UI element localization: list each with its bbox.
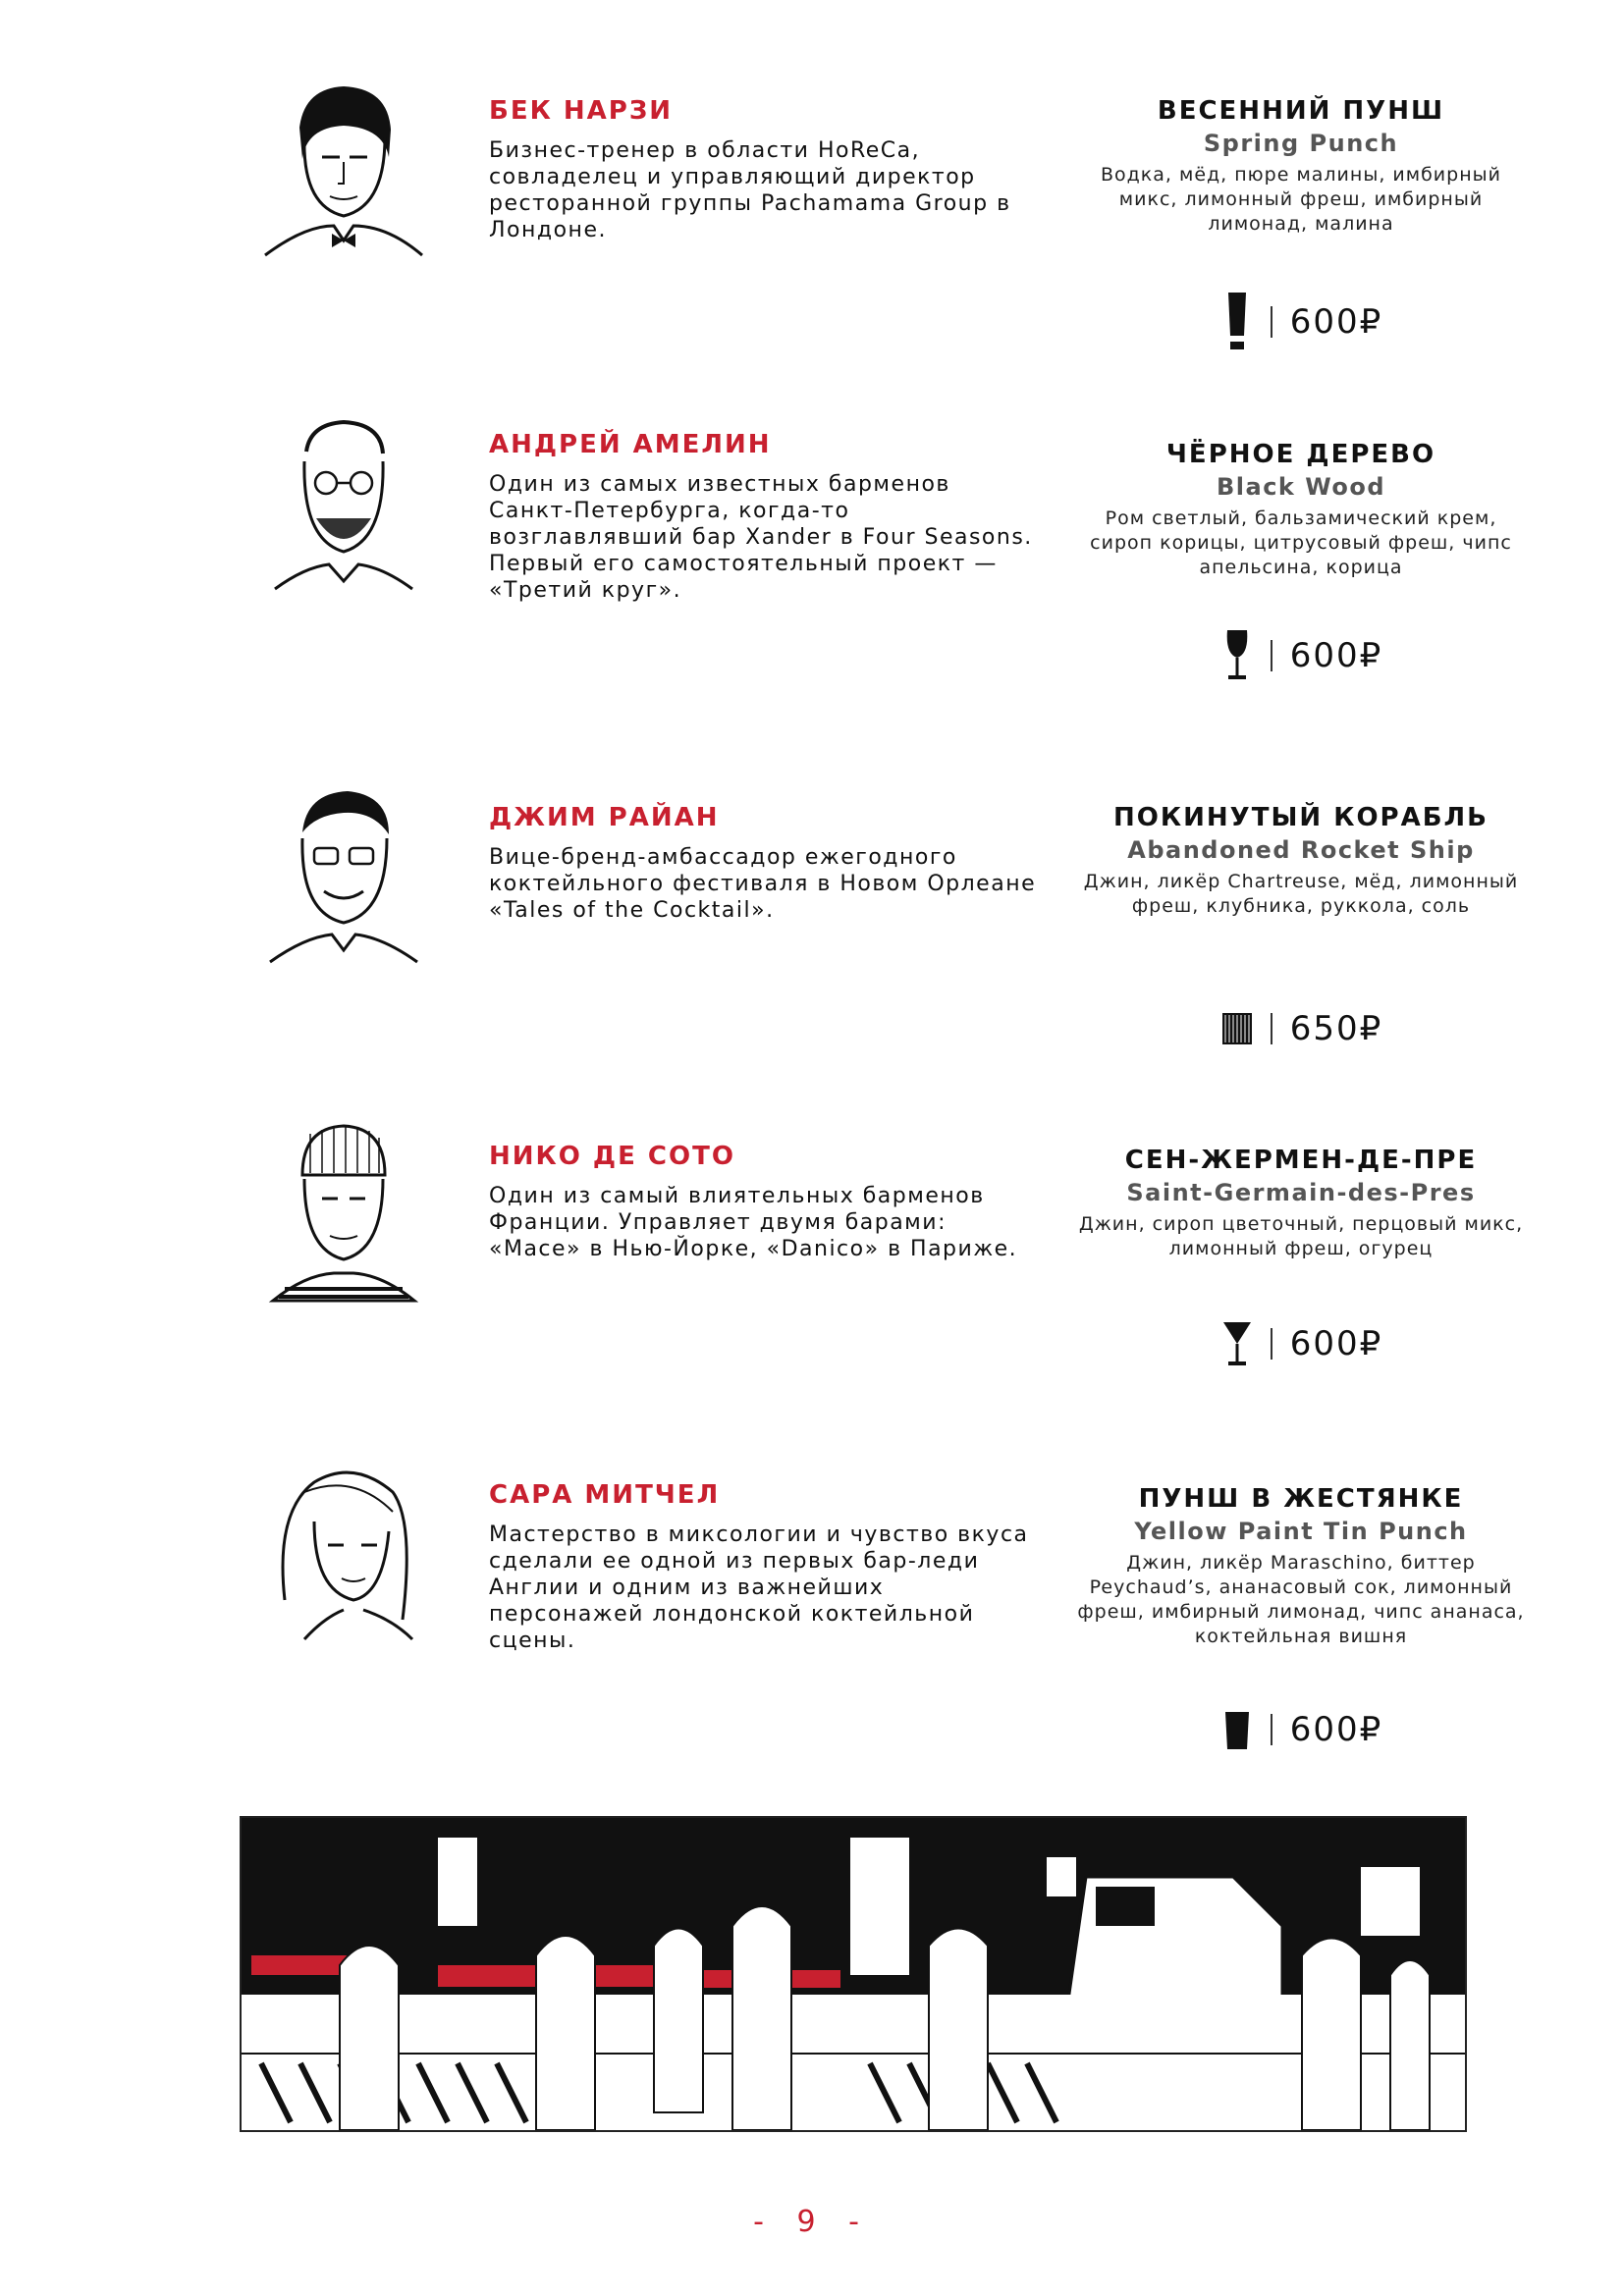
price-divider	[1271, 1328, 1272, 1360]
price-divider	[1271, 640, 1272, 671]
portrait-bek-narzi	[245, 69, 442, 265]
drink-name-ru: ЧЁРНОЕ ДЕРЕВО	[1165, 440, 1436, 469]
menu-entry	[0, 69, 1624, 363]
bartender-name: НИКО ДЕ СОТО	[489, 1142, 735, 1171]
portrait-sara-mitchel	[245, 1453, 442, 1649]
bartender-name: БЕК НАРЗИ	[489, 96, 674, 126]
drink-name-ru: ПОКИНУТЫЙ КОРАБЛЬ	[1113, 803, 1489, 832]
price-divider	[1271, 306, 1272, 338]
drink-name-en: Spring Punch	[1203, 130, 1399, 157]
bartender-bio: Один из самых известных барменов Санкт-Петербурга, когда-то возглавлявший бар Xander в Four Seasons. Первый его самостоятельный проект — «Третий круг».	[489, 472, 1033, 603]
rocks-glass-icon	[1219, 997, 1255, 1060]
highball-glass-icon	[1219, 291, 1255, 353]
drink-name-en: Black Wood	[1216, 473, 1386, 501]
menu-entry	[0, 775, 1624, 1070]
bartender-bio: Один из самый влиятельных барменов Франции. Управляет двумя барами: «Mace» в Нью-Йорке, «Danico» в Париже.	[489, 1184, 1018, 1261]
bartender-bio: Вице-бренд-амбассадор ежегодного коктейльного фестиваля в Новом Орлеане «Tales of the Cocktail».	[489, 845, 1037, 923]
menu-entry	[0, 1453, 1624, 1747]
drink-price: 650₽	[1289, 1009, 1383, 1048]
street-scene-illustration	[240, 1816, 1467, 2132]
menu-entry	[0, 1114, 1624, 1409]
drink-name-ru: ПУНШ В ЖЕСТЯНКЕ	[1138, 1484, 1464, 1514]
drink-name-ru: СЕН-ЖЕРМЕН-ДЕ-ПРЕ	[1124, 1146, 1478, 1175]
portrait-jim-ryan	[245, 775, 442, 972]
drink-price: 600₽	[1289, 1710, 1383, 1749]
drink-name-en: Saint-Germain-des-Pres	[1126, 1179, 1476, 1206]
drink-price: 600₽	[1289, 1324, 1383, 1363]
bartender-name: САРА МИТЧЕЛ	[489, 1480, 721, 1510]
drink-name-en: Yellow Paint Tin Punch	[1134, 1518, 1468, 1545]
drink-ingredients: Джин, ликёр Chartreuse, мёд, лимонный фреш, клубника, руккола, соль	[1083, 871, 1519, 917]
wine-glass-icon	[1219, 624, 1255, 687]
bartender-name: ДЖИМ РАЙАН	[489, 803, 720, 832]
bartender-name: АНДРЕЙ АМЕЛИН	[489, 430, 772, 459]
price-row	[1060, 1312, 1542, 1375]
drink-ingredients: Ром светлый, бальзамический крем, сироп корицы, цитрусовый фреш, чипс апельсина, корица	[1090, 507, 1512, 578]
drink-name-en: Abandoned Rocket Ship	[1127, 836, 1475, 864]
drink-price: 600₽	[1289, 302, 1383, 342]
martini-glass-icon	[1219, 1312, 1255, 1375]
price-divider	[1271, 1714, 1272, 1745]
portrait-andrey-amelin	[245, 402, 442, 599]
drink-ingredients: Джин, ликёр Maraschino, биттер Peychaud’s, ананасовый сок, лимонный фреш, имбирный лимонад, чипс ананаса, коктейльная вишня	[1077, 1552, 1525, 1647]
drink-ingredients: Джин, сироп цветочный, перцовый микс, лимонный фреш, огурец	[1078, 1213, 1524, 1259]
drink-ingredients: Водка, мёд, пюре малины, имбирный микс, лимонный фреш, имбирный лимонад, малина	[1101, 164, 1501, 235]
bartender-bio: Бизнес-тренер в области HoReCa, совладелец и управляющий директор ресторанной группы Pachamama Group в Лондоне.	[489, 138, 1011, 242]
tumbler-glass-icon	[1219, 1698, 1255, 1761]
page-number: - 9 -	[753, 2205, 871, 2239]
menu-entry	[0, 402, 1624, 697]
price-row	[1060, 624, 1542, 687]
price-row	[1060, 291, 1542, 353]
price-row	[1060, 1698, 1542, 1761]
drink-name-ru: ВЕСЕННИЙ ПУНШ	[1157, 96, 1445, 126]
drink-price: 600₽	[1289, 636, 1383, 675]
price-row	[1060, 997, 1542, 1060]
bartender-bio: Мастерство в миксологии и чувство вкуса сделали ее одной из первых бар-леди Англии и одним из важнейших персонажей лондонской коктейльной сцены.	[489, 1522, 1029, 1653]
price-divider	[1271, 1013, 1272, 1044]
portrait-niko-de-soto	[245, 1114, 442, 1310]
